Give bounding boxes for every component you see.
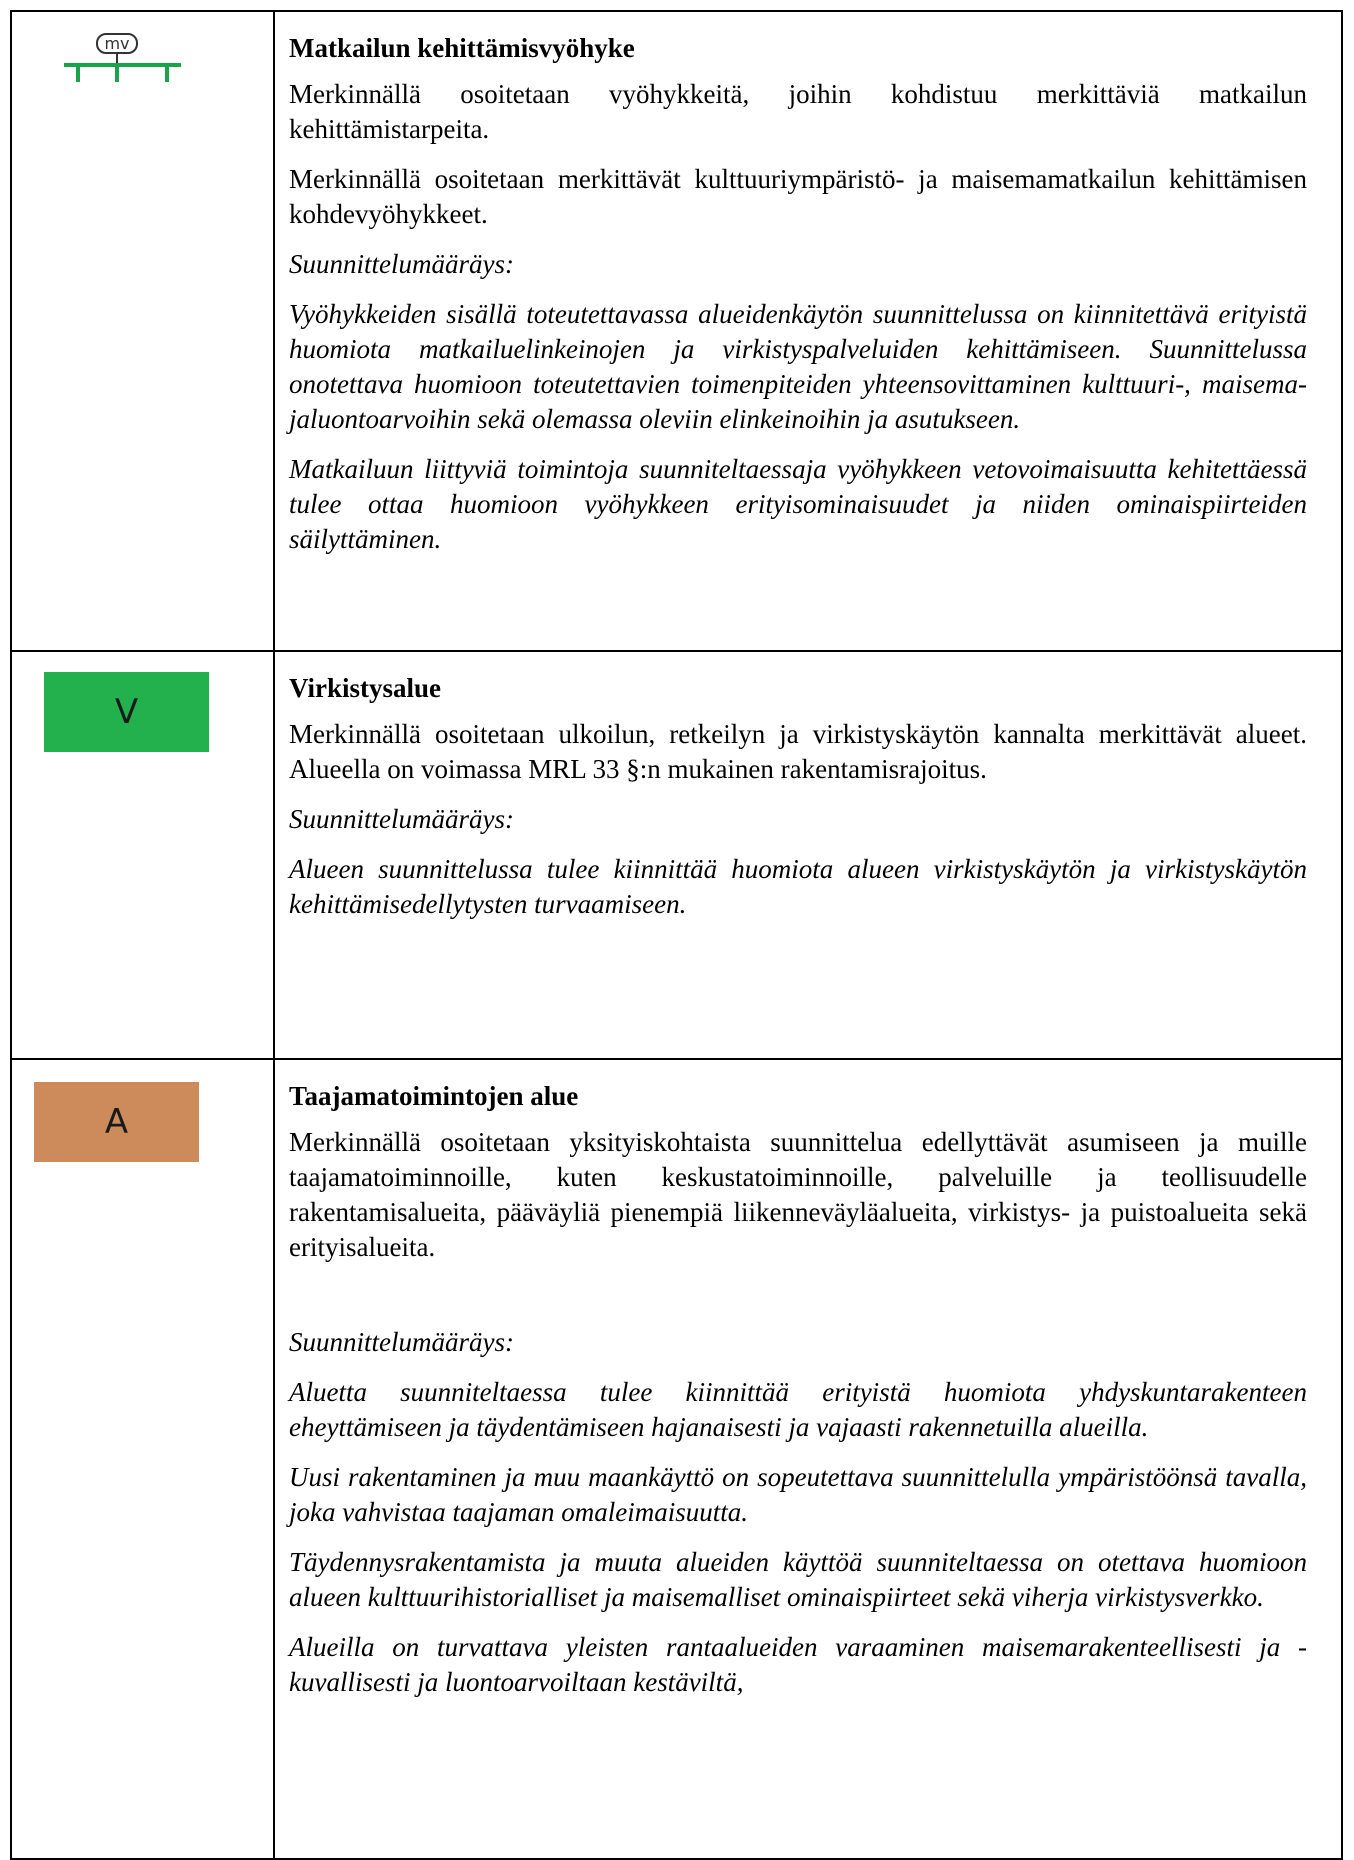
section-heading: Matkailun kehittämisvyöhyke	[289, 33, 635, 63]
symbol-cell	[11, 651, 274, 1059]
swatch-letter: V	[114, 692, 139, 732]
mv-symbol	[12, 12, 273, 142]
regulation-label: Suunnittelumääräys:	[289, 1327, 514, 1357]
description-paragraph: Merkinnällä osoitetaan ulkoilun, retkeilyn ja virkistyskäytön kannalta merkittävät alueet. Alueella on voimassa MRL 33 §:n mukainen rakentamisrajoitus.	[289, 719, 1307, 784]
mv-zone-line-icon	[64, 32, 184, 92]
regulation-paragraph: Uusi rakentaminen ja muu maankäyttö on sopeutettava suunnittelulla ympäristöönsä tavalla, joka vahvistaa taajaman omaleimaisuutta.	[289, 1462, 1307, 1527]
section-heading: Virkistysalue	[289, 673, 442, 703]
description-cell	[274, 1059, 1342, 1859]
description-paragraph: Merkinnällä osoitetaan vyöhykkeitä, joihin kohdistuu merkittäviä matkailun kehittämistarpeita.	[289, 79, 1307, 144]
section-heading: Taajamatoimintojen alue	[289, 1081, 579, 1111]
legend-table	[10, 10, 1343, 1860]
regulation-label: Suunnittelumääräys:	[289, 804, 514, 834]
mv-symbol-label: mv	[104, 34, 130, 53]
swatch-letter: A	[104, 1102, 129, 1142]
regulation-paragraph: Aluetta suunniteltaessa tulee kiinnittää erityistä huomiota yhdyskuntarakenteen eheyttämiseen ja täydentämiseen hajanaisesti ja vajaasti rakennetuilla alueilla.	[289, 1377, 1307, 1442]
symbol-cell	[11, 1059, 274, 1859]
regulation-paragraph: Täydennysrakentamista ja muuta alueiden käyttöä suunniteltaessa on otettava huomioon alueen kulttuurihistorialliset ja maisemalliset ominaispiirteet sekä viherja virkistysverkko.	[289, 1547, 1307, 1612]
regulation-label: Suunnittelumääräys:	[289, 249, 514, 279]
legend-row-virkistys	[11, 651, 1342, 1059]
regulation-paragraph: Matkailuun liittyviä toimintoja suunniteltaessaja vyöhykkeen vetovoimaisuutta kehitettäessä tulee ottaa huomioon vyöhykkeen erityisominaisuudet ja niiden ominaispiirteiden säilyttäminen.	[289, 454, 1307, 554]
virkistysalue-swatch	[44, 672, 209, 752]
description-paragraph: Merkinnällä osoitetaan yksityiskohtaista suunnittelua edellyttävät asumiseen ja muille taajamatoiminnoille, kuten keskustatoiminnoille, palveluille ja teollisuudelle rakentamisalueita, pääväyliä pienempiä liikenneväyläalueita, virkistys- ja puistoalueita sekä erityisalueita.	[289, 1127, 1307, 1262]
legend-row-taajama	[11, 1059, 1342, 1859]
v-symbol	[12, 652, 273, 782]
legend-row-matkailu	[11, 11, 1342, 651]
regulation-paragraph: Alueen suunnittelussa tulee kiinnittää huomiota alueen virkistyskäytön ja virkistyskäytön kehittämisedellytysten turvaamiseen.	[289, 854, 1307, 919]
a-symbol	[12, 1060, 273, 1190]
taajama-swatch	[34, 1082, 199, 1162]
description-cell	[274, 651, 1342, 1059]
symbol-cell	[11, 11, 274, 651]
regulation-paragraph: Alueilla on turvattava yleisten rantaalueiden varaaminen maisemarakenteellisesti ja -kuvallisesti ja luontoarvoiltaan kestäviltä,	[289, 1632, 1307, 1697]
description-paragraph: Merkinnällä osoitetaan merkittävät kulttuuriympäristö- ja maisemamatkailun kehittämisen kohdevyöhykkeet.	[289, 164, 1307, 229]
regulation-paragraph: Vyöhykkeiden sisällä toteutettavassa alueidenkäytön suunnittelussa on kiinnitettävä erityistä huomiota matkailuelinkeinojen ja virkistyspalveluiden kehittämiseen. Suunnittelussa onotettava huomioon toteutettavien toimenpiteiden yhteensovittaminen kulttuuri-, maisema- jaluontoarvoihin sekä olemassa oleviin elinkeinoihin ja asutukseen.	[289, 299, 1307, 434]
description-cell	[274, 11, 1342, 651]
